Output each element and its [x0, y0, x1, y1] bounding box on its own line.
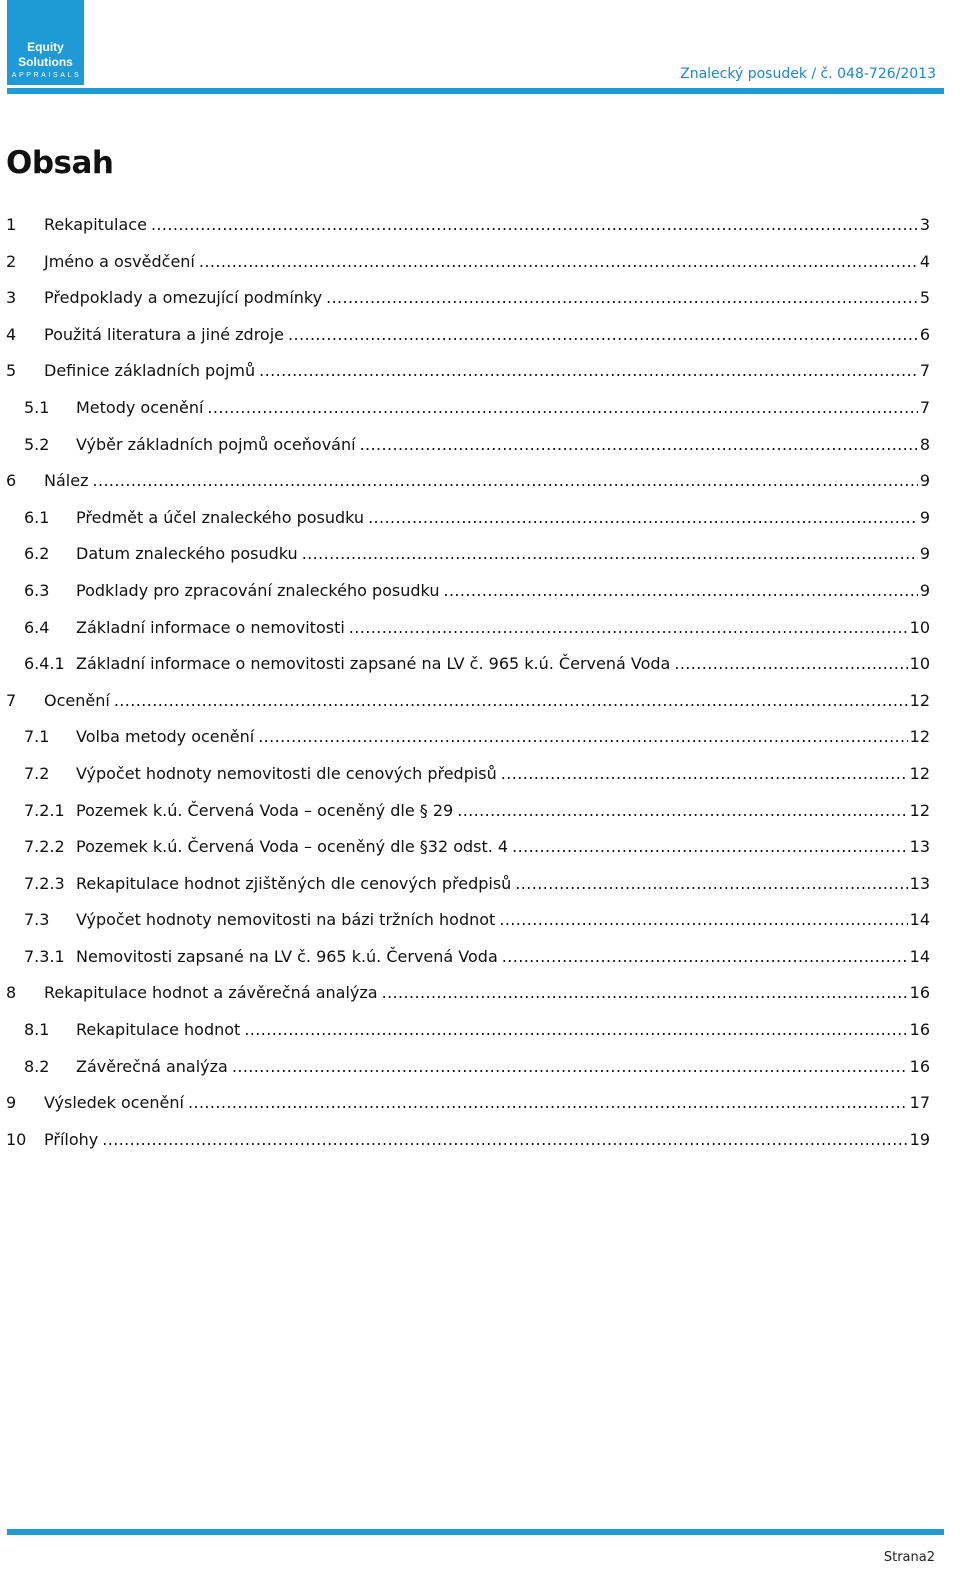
toc-entry[interactable]	[0, 316, 960, 353]
toc-entry-title: Nález	[44, 471, 89, 491]
toc-entry-title: Rekapitulace hodnot zjištěných dle cenových předpisů	[76, 873, 512, 893]
toc-entry[interactable]	[0, 535, 960, 572]
toc-entry-number: 9	[6, 1093, 17, 1113]
toc-entry-number: 1	[6, 215, 17, 234]
toc-entry-page: 9	[919, 471, 930, 491]
toc-dot-leader	[244, 1020, 907, 1039]
toc-entry-number: 8.2	[24, 1056, 50, 1076]
toc-entry-title: Volba metody ocenění	[76, 727, 255, 747]
toc-dot-leader	[674, 654, 907, 673]
toc-entry-page: 7	[919, 361, 930, 381]
toc-entry-number: 7.1	[24, 727, 50, 747]
footer-rule	[7, 1529, 944, 1535]
toc-entry-page: 5	[919, 288, 930, 308]
toc-entry-title: Výsledek ocenění	[44, 1093, 184, 1113]
toc-entry[interactable]	[0, 499, 960, 536]
toc-entry-number: 3	[6, 288, 17, 308]
toc-entry-page: 12	[909, 727, 930, 747]
toc-entry-number: 6.1	[24, 507, 50, 527]
table-of-contents	[0, 206, 960, 1157]
toc-entry-number: 7.3.1	[24, 946, 65, 966]
toc-dot-leader	[114, 691, 908, 710]
toc-entry[interactable]	[0, 755, 960, 792]
toc-entry-number: 6	[6, 471, 17, 491]
header-rule	[7, 88, 944, 94]
toc-dot-leader	[368, 508, 918, 527]
toc-entry[interactable]	[0, 352, 960, 389]
toc-entry-number: 6.4.1	[24, 654, 65, 674]
logo-line-solutions: Solutions	[18, 55, 73, 69]
toc-entry-page: 8	[919, 434, 930, 454]
toc-entry[interactable]	[0, 279, 960, 316]
toc-entry-number: 7.2	[24, 763, 50, 783]
toc-dot-leader	[92, 471, 917, 490]
toc-entry-title: Základní informace o nemovitosti zapsané na LV č. 965 k.ú. Červená Voda	[76, 654, 671, 674]
toc-entry-page: 10	[909, 654, 930, 674]
toc-entry-page: 16	[909, 983, 930, 1003]
toc-entry-number: 4	[6, 324, 17, 344]
toc-entry[interactable]	[0, 718, 960, 755]
toc-entry[interactable]	[0, 609, 960, 646]
toc-entry-title: Předpoklady a omezující podmínky	[44, 288, 323, 308]
toc-entry-title: Závěrečná analýza	[76, 1056, 228, 1076]
toc-entry-number: 10	[6, 1129, 27, 1149]
toc-entry-number: 6.3	[24, 580, 50, 600]
toc-entry-title: Výběr základních pojmů oceňování	[76, 434, 356, 454]
toc-entry[interactable]	[0, 974, 960, 1011]
toc-entry[interactable]	[0, 243, 960, 280]
toc-entry-page: 3	[919, 215, 930, 234]
toc-entry-title: Rekapitulace	[44, 215, 147, 234]
toc-entry-title: Pozemek k.ú. Červená Voda – oceněný dle §32 odst. 4	[76, 837, 509, 857]
toc-entry-page: 14	[909, 910, 930, 930]
toc-entry-title: Rekapitulace hodnot a závěrečná analýza	[44, 983, 378, 1003]
toc-dot-leader	[232, 1057, 908, 1076]
toc-entry-title: Výpočet hodnoty nemovitosti na bázi tržních hodnot	[76, 910, 496, 930]
toc-dot-leader	[512, 837, 908, 856]
toc-entry-number: 5.2	[24, 434, 50, 454]
toc-entry-page: 4	[919, 251, 930, 271]
toc-entry-page: 12	[909, 800, 930, 820]
logo-line-appraisals: APPRAISALS	[11, 72, 82, 79]
toc-dot-leader	[151, 215, 918, 234]
toc-entry-title: Podklady pro zpracování znaleckého posudku	[76, 580, 440, 600]
toc-dot-leader	[501, 764, 908, 783]
toc-entry[interactable]	[0, 572, 960, 609]
toc-dot-leader	[199, 252, 918, 271]
toc-entry-title: Použitá literatura a jiné zdroje	[44, 324, 284, 344]
toc-entry-title: Nemovitosti zapsané na LV č. 965 k.ú. Červená Voda	[76, 946, 498, 966]
toc-entry[interactable]	[0, 682, 960, 719]
toc-entry[interactable]	[0, 828, 960, 865]
toc-entry-number: 2	[6, 251, 17, 271]
toc-entry-title: Rekapitulace hodnot	[76, 1020, 241, 1040]
toc-dot-leader	[457, 801, 907, 820]
toc-dot-leader	[207, 398, 917, 417]
toc-entry[interactable]	[0, 1121, 960, 1158]
toc-entry-page: 9	[919, 507, 930, 527]
toc-entry-number: 5	[6, 361, 17, 381]
company-logo	[7, 0, 84, 85]
toc-dot-leader	[259, 361, 918, 380]
toc-entry-page: 9	[919, 580, 930, 600]
toc-entry-page: 12	[909, 690, 930, 710]
toc-entry-page: 19	[909, 1129, 930, 1149]
toc-entry-title: Definice základních pojmů	[44, 361, 256, 381]
toc-entry-title: Metody ocenění	[76, 397, 204, 417]
toc-entry-title: Předmět a účel znaleckého posudku	[76, 507, 365, 527]
toc-dot-leader	[499, 910, 907, 929]
toc-entry-page: 10	[909, 617, 930, 637]
toc-dot-leader	[188, 1093, 908, 1112]
toc-entry[interactable]	[0, 938, 960, 975]
toc-entry-number: 7.3	[24, 910, 50, 930]
toc-entry-page: 13	[909, 873, 930, 893]
toc-entry[interactable]	[0, 645, 960, 682]
toc-entry[interactable]	[0, 1011, 960, 1048]
toc-entry-number: 5.1	[24, 397, 50, 417]
toc-entry-number: 6.4	[24, 617, 50, 637]
toc-dot-leader	[326, 288, 918, 307]
toc-entry-title: Pozemek k.ú. Červená Voda – oceněný dle § 29	[76, 800, 454, 820]
logo-line-equity: Equity	[27, 40, 64, 54]
page-number: Strana2	[883, 1550, 935, 1565]
toc-entry-title: Ocenění	[44, 690, 110, 710]
toc-dot-leader	[360, 435, 918, 454]
toc-entry-title: Základní informace o nemovitosti	[76, 617, 345, 637]
toc-entry-page: 16	[909, 1056, 930, 1076]
toc-entry-number: 7	[6, 690, 17, 710]
toc-entry-number: 7.2.1	[24, 800, 65, 820]
toc-entry[interactable]	[0, 206, 960, 243]
toc-entry-title: Výpočet hodnoty nemovitosti dle cenových předpisů	[76, 763, 497, 783]
toc-entry-number: 8	[6, 983, 17, 1003]
toc-dot-leader	[382, 983, 908, 1002]
toc-entry[interactable]	[0, 792, 960, 829]
toc-entry-title: Přílohy	[44, 1129, 99, 1149]
toc-entry-page: 17	[909, 1093, 930, 1113]
toc-entry-page: 14	[909, 946, 930, 966]
toc-entry[interactable]	[0, 1084, 960, 1121]
toc-entry-number: 8.1	[24, 1020, 50, 1040]
toc-entry[interactable]	[0, 901, 960, 938]
toc-entry[interactable]	[0, 389, 960, 426]
toc-entry[interactable]	[0, 865, 960, 902]
toc-entry-page: 12	[909, 763, 930, 783]
toc-entry-page: 7	[919, 397, 930, 417]
toc-entry-page: 13	[909, 837, 930, 857]
toc-entry-title: Datum znaleckého posudku	[76, 544, 298, 564]
toc-dot-leader	[515, 874, 907, 893]
page-title: Obsah	[6, 145, 114, 181]
toc-entry-number: 6.2	[24, 544, 50, 564]
toc-entry-number: 7.2.2	[24, 837, 65, 857]
toc-entry[interactable]	[0, 462, 960, 499]
toc-entry-page: 16	[909, 1020, 930, 1040]
toc-entry-page: 6	[919, 324, 930, 344]
toc-entry-page: 9	[919, 544, 930, 564]
toc-dot-leader	[302, 544, 918, 563]
toc-entry-number: 7.2.3	[24, 873, 65, 893]
toc-dot-leader	[258, 727, 907, 746]
toc-dot-leader	[502, 947, 908, 966]
toc-dot-leader	[443, 581, 917, 600]
toc-entry[interactable]	[0, 426, 960, 463]
document-reference: Znalecký posudek / č. 048-726/2013	[680, 66, 936, 82]
toc-entry[interactable]	[0, 1048, 960, 1085]
toc-dot-leader	[288, 325, 918, 344]
toc-dot-leader	[102, 1130, 907, 1149]
toc-dot-leader	[349, 618, 908, 637]
toc-entry-title: Jméno a osvědčení	[44, 251, 195, 271]
